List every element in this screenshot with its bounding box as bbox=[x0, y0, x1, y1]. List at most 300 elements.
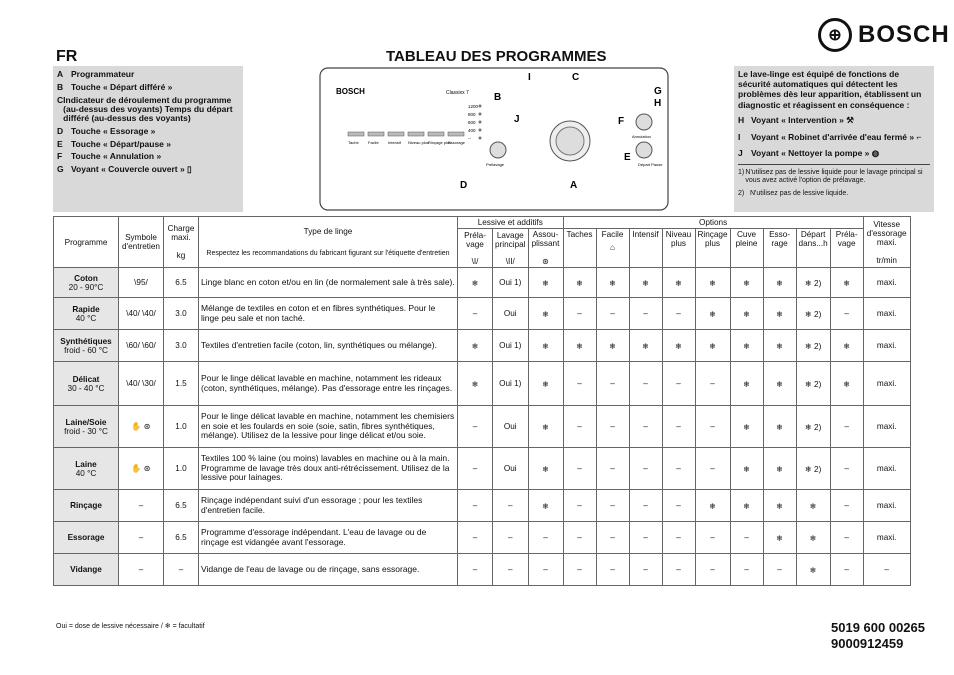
page-title: TABLEAU DES PROGRAMMES bbox=[386, 48, 607, 65]
col-lessive bbox=[528, 229, 563, 268]
care-symbol: \40/ \40/ bbox=[119, 298, 164, 330]
callout-j: J bbox=[514, 114, 520, 125]
brand-logo bbox=[818, 18, 950, 52]
callout-g: G bbox=[654, 86, 662, 97]
value-cell: – bbox=[730, 522, 763, 554]
value-cell: ❄ bbox=[830, 268, 863, 298]
speed-label: -- bbox=[468, 136, 471, 141]
value-cell: ❄ bbox=[730, 268, 763, 298]
option-button bbox=[348, 132, 364, 136]
value-cell: ❄ 2) bbox=[796, 448, 830, 490]
option-label: Intensif bbox=[388, 140, 401, 145]
control-item bbox=[57, 83, 243, 92]
value-cell: – bbox=[458, 448, 493, 490]
description-cell: Pour le linge délicat lavable en machine, notamment les rideaux (coton, synthétiques, mélange). Pas d'essorage entre les rinçages. bbox=[199, 362, 458, 406]
value-cell: – bbox=[629, 522, 662, 554]
value-cell: ❄ bbox=[563, 268, 596, 298]
value-cell: ❄ bbox=[563, 330, 596, 362]
detergent-icon: \II/ bbox=[505, 256, 515, 266]
col-type bbox=[199, 217, 458, 268]
option-label: Facile bbox=[368, 140, 379, 145]
safety-key: H bbox=[738, 114, 745, 125]
value-cell: – bbox=[563, 406, 596, 448]
value-cell: – bbox=[662, 406, 695, 448]
col-group-options: Options bbox=[563, 217, 863, 229]
code-2: 9000912459 bbox=[831, 636, 904, 651]
col-option bbox=[796, 229, 830, 268]
value-cell: ❄ bbox=[662, 268, 695, 298]
col-label: Lavage principal bbox=[495, 230, 526, 249]
value-cell: ❄ bbox=[458, 330, 493, 362]
description-cell: Mélange de textiles en coton et en fibres synthétiques. Pour le linge peu sale et non taché. bbox=[199, 298, 458, 330]
programme-cell bbox=[54, 268, 119, 298]
depart-pause-button bbox=[636, 142, 652, 158]
value-cell: Oui 1) bbox=[493, 268, 529, 298]
value-cell: – bbox=[596, 298, 629, 330]
value-cell: ❄ bbox=[730, 330, 763, 362]
value-cell: – bbox=[528, 522, 563, 554]
control-label: Touche « Départ différé » bbox=[71, 81, 173, 92]
value-cell: ❄ bbox=[763, 490, 796, 522]
type-label: Type de linge bbox=[303, 227, 353, 236]
value-cell: – bbox=[695, 406, 730, 448]
annulation-label: Annulation bbox=[632, 134, 651, 139]
care-symbol: ✋ ⊛ bbox=[119, 448, 164, 490]
value-cell: ❄ bbox=[662, 330, 695, 362]
charge-label: Charge maxi. bbox=[167, 224, 195, 242]
safety-key: I bbox=[738, 131, 741, 142]
col-option bbox=[730, 229, 763, 268]
control-item bbox=[57, 165, 243, 174]
value-cell: ❄ bbox=[458, 268, 493, 298]
speed-cell: maxi. bbox=[863, 330, 910, 362]
bosch-armature-icon: ⊕ bbox=[818, 18, 852, 52]
prelavage-button bbox=[490, 142, 506, 158]
description-cell: Rinçage indépendant suivi d'un essorage ; pour les textiles d'entretien facile. bbox=[199, 490, 458, 522]
care-symbol: – bbox=[119, 554, 164, 586]
value-cell: ❄ bbox=[730, 406, 763, 448]
value-cell: – bbox=[830, 448, 863, 490]
legend-note: Oui = dose de lessive nécessaire / ❄ = facultatif bbox=[56, 623, 205, 630]
callout-c: C bbox=[572, 72, 580, 83]
programme-name: Synthétiques bbox=[60, 336, 112, 346]
value-cell: – bbox=[629, 490, 662, 522]
value-cell: ❄ bbox=[528, 448, 563, 490]
option-label: Niveau plus bbox=[408, 140, 429, 145]
language-code: FR bbox=[56, 48, 78, 65]
value-cell: – bbox=[596, 406, 629, 448]
charge-cell: 6.5 bbox=[164, 268, 199, 298]
control-key: C bbox=[57, 94, 64, 105]
control-label: Touche « Essorage » bbox=[71, 125, 156, 136]
col-label: Taches bbox=[566, 230, 593, 239]
value-cell: – bbox=[662, 490, 695, 522]
programme-name: Essorage bbox=[67, 533, 105, 542]
col-option bbox=[563, 229, 596, 268]
value-cell: – bbox=[596, 522, 629, 554]
charge-cell: 6.5 bbox=[164, 522, 199, 554]
value-cell: – bbox=[563, 522, 596, 554]
speed-cell: maxi. bbox=[863, 448, 910, 490]
iron-icon: ⌂ bbox=[610, 243, 615, 252]
panel-brand: BOSCH bbox=[336, 87, 365, 96]
charge-cell: 1.5 bbox=[164, 362, 199, 406]
value-cell: ❄ bbox=[730, 298, 763, 330]
col-group-lessive: Lessive et additifs bbox=[458, 217, 564, 229]
control-label: Indicateur de déroulement du programme (au-dessus des voyants) Temps du départ différé (au-dessus des voyants) bbox=[63, 94, 233, 123]
col-label: Esso-rage bbox=[769, 230, 791, 248]
speed-cell: maxi. bbox=[863, 362, 910, 406]
speed-led bbox=[479, 129, 482, 132]
value-cell: ❄ bbox=[629, 330, 662, 362]
callout-a: A bbox=[570, 180, 578, 191]
col-vitesse bbox=[863, 217, 910, 268]
control-panel-diagram bbox=[318, 66, 670, 212]
speed-label: 600 bbox=[468, 120, 476, 125]
speed-led bbox=[479, 113, 482, 116]
value-cell: Oui bbox=[493, 406, 529, 448]
charge-cell: 3.0 bbox=[164, 298, 199, 330]
programme-temp: 20 - 90°C bbox=[68, 282, 104, 292]
control-item bbox=[57, 152, 243, 161]
value-cell: ❄ bbox=[730, 362, 763, 406]
value-cell: – bbox=[596, 448, 629, 490]
programme-name: Rapide bbox=[72, 304, 100, 314]
value-cell: ❄ bbox=[458, 362, 493, 406]
callout-d: D bbox=[460, 180, 468, 191]
control-key: B bbox=[57, 81, 64, 92]
safety-key: J bbox=[738, 147, 743, 158]
footnote-key: 2) bbox=[738, 189, 745, 197]
value-cell: Oui 1) bbox=[493, 330, 529, 362]
control-item bbox=[57, 140, 243, 149]
programme-cell bbox=[54, 362, 119, 406]
value-cell: ❄ 2) bbox=[796, 330, 830, 362]
safety-item bbox=[734, 147, 934, 164]
programme-temp: froid - 60 °C bbox=[64, 345, 108, 355]
programme-temp: 30 - 40 °C bbox=[67, 383, 105, 393]
value-cell: ❄ bbox=[695, 268, 730, 298]
callout-b: B bbox=[494, 92, 502, 103]
col-label: Départ dans...h bbox=[798, 230, 828, 248]
code-1: 5019 600 00265 bbox=[831, 620, 925, 635]
safety-intro: Le lave-linge est équipé de fonctions de sécurité automatiques qui détectent les problèmes dès leur apparition, établissent un diagnostic et réagissent en conséquence : bbox=[738, 69, 922, 110]
value-cell: – bbox=[629, 298, 662, 330]
control-label: Touche « Annulation » bbox=[71, 151, 162, 162]
control-key: E bbox=[57, 138, 63, 149]
document-codes bbox=[831, 620, 925, 652]
charge-cell: – bbox=[164, 554, 199, 586]
value-cell: ❄ bbox=[763, 362, 796, 406]
value-cell: – bbox=[493, 522, 529, 554]
care-symbol: \40/ \30/ bbox=[119, 362, 164, 406]
value-cell: ❄ bbox=[730, 490, 763, 522]
value-cell: – bbox=[662, 298, 695, 330]
safety-label: Voyant « Robinet d'arrivée d'eau fermé » ⌐ bbox=[751, 131, 922, 142]
value-cell: – bbox=[458, 406, 493, 448]
charge-unit: kg bbox=[176, 251, 186, 260]
callout-i: I bbox=[528, 72, 531, 83]
value-cell: ❄ bbox=[528, 406, 563, 448]
footnote-key: 1) bbox=[738, 168, 745, 176]
vitesse-label: Vitesse d'essorage maxi. bbox=[866, 219, 907, 247]
speed-cell: maxi. bbox=[863, 298, 910, 330]
col-option bbox=[763, 229, 796, 268]
value-cell: ❄ 2) bbox=[796, 298, 830, 330]
value-cell: – bbox=[629, 448, 662, 490]
table-row bbox=[54, 554, 911, 586]
divider bbox=[738, 164, 930, 165]
control-key: F bbox=[57, 151, 63, 162]
value-cell: – bbox=[563, 554, 596, 586]
table-row bbox=[54, 330, 911, 362]
value-cell: – bbox=[695, 448, 730, 490]
value-cell: – bbox=[458, 554, 493, 586]
col-label: Préla-vage bbox=[835, 230, 858, 248]
option-label: Rinçage plus bbox=[428, 140, 452, 145]
vitesse-unit: tr/min bbox=[876, 255, 897, 265]
programme-temp: 40 °C bbox=[75, 468, 97, 478]
value-cell: ❄ bbox=[763, 298, 796, 330]
value-cell: – bbox=[596, 362, 629, 406]
table-row bbox=[54, 362, 911, 406]
option-label: Tache bbox=[348, 140, 359, 145]
col-option bbox=[596, 229, 629, 268]
option-button bbox=[388, 132, 404, 136]
value-cell: ❄ bbox=[730, 448, 763, 490]
value-cell: ❄ bbox=[763, 268, 796, 298]
safety-label: Voyant « Intervention » ⚒ bbox=[751, 114, 854, 125]
value-cell: – bbox=[563, 362, 596, 406]
dial-knob bbox=[556, 127, 584, 155]
col-label: Rinçage plus bbox=[697, 230, 728, 248]
control-item bbox=[57, 70, 243, 79]
programme-temp: froid - 30 °C bbox=[64, 426, 108, 436]
value-cell: – bbox=[528, 554, 563, 586]
detergent-icon: ⊛ bbox=[542, 257, 549, 266]
care-symbol: – bbox=[119, 490, 164, 522]
value-cell: ❄ bbox=[763, 522, 796, 554]
control-item bbox=[57, 96, 243, 123]
description-cell: Textiles d'entretien facile (coton, lin, synthétiques ou mélange). bbox=[199, 330, 458, 362]
col-option bbox=[695, 229, 730, 268]
option-button bbox=[368, 132, 384, 136]
option-button bbox=[428, 132, 444, 136]
programme-cell bbox=[54, 330, 119, 362]
footnote bbox=[734, 188, 934, 200]
option-button bbox=[448, 132, 464, 136]
value-cell: – bbox=[596, 554, 629, 586]
col-label: Cuve pleine bbox=[735, 230, 758, 248]
description-cell: Textiles 100 % laine (ou moins) lavables en machine ou à la main. Programme de lavage très doux anti-rétrécissement. Utilisez de la lessive pour lainages. bbox=[199, 448, 458, 490]
programme-temp: 40 °C bbox=[75, 313, 97, 323]
description-cell: Programme d'essorage indépendant. L'eau de lavage ou de rinçage est vidangée avant l'essorage. bbox=[199, 522, 458, 554]
col-option bbox=[830, 229, 863, 268]
value-cell: – bbox=[695, 554, 730, 586]
value-cell: ❄ 2) bbox=[796, 406, 830, 448]
speed-cell: – bbox=[863, 554, 910, 586]
speed-label: 400 bbox=[468, 128, 476, 133]
table-row bbox=[54, 406, 911, 448]
care-symbol: – bbox=[119, 522, 164, 554]
speed-led bbox=[479, 105, 482, 108]
charge-cell: 3.0 bbox=[164, 330, 199, 362]
control-label: Voyant « Couvercle ouvert » ▯ bbox=[71, 164, 192, 175]
value-cell: – bbox=[830, 298, 863, 330]
value-cell: ❄ bbox=[528, 490, 563, 522]
value-cell: ❄ bbox=[796, 490, 830, 522]
col-label: Intensif bbox=[632, 230, 659, 239]
type-note: Respectez les recommandations du fabricant figurant sur l'étiquette d'entretien bbox=[206, 250, 450, 257]
value-cell: ❄ bbox=[830, 330, 863, 362]
value-cell: ❄ bbox=[629, 268, 662, 298]
value-cell: – bbox=[695, 362, 730, 406]
col-label: Assou-plissant bbox=[531, 230, 560, 248]
programme-name: Laine bbox=[75, 459, 97, 469]
control-key: D bbox=[57, 125, 64, 136]
safety-box bbox=[734, 66, 934, 212]
control-label: Touche « Départ/pause » bbox=[71, 138, 171, 149]
description-cell: Linge blanc en coton et/ou en lin (de normalement sale à très sale). bbox=[199, 268, 458, 298]
value-cell: – bbox=[493, 554, 529, 586]
callout-h: H bbox=[654, 98, 662, 109]
value-cell: ❄ bbox=[528, 268, 563, 298]
col-label: Préla-vage bbox=[464, 230, 486, 249]
value-cell: – bbox=[563, 490, 596, 522]
value-cell: – bbox=[629, 406, 662, 448]
value-cell: ❄ bbox=[695, 490, 730, 522]
safety-label: Voyant « Nettoyer la pompe » ◍ bbox=[751, 147, 880, 158]
callout-f: F bbox=[618, 116, 625, 127]
value-cell: ❄ bbox=[695, 330, 730, 362]
description-cell: Vidange de l'eau de lavage ou de rinçage, sans essorage. bbox=[199, 554, 458, 586]
option-button bbox=[408, 132, 424, 136]
programme-cell bbox=[54, 522, 119, 554]
col-programme: Programme bbox=[54, 217, 119, 268]
speed-cell: maxi. bbox=[863, 490, 910, 522]
value-cell: – bbox=[458, 490, 493, 522]
value-cell: ❄ bbox=[763, 330, 796, 362]
brand-name: BOSCH bbox=[858, 21, 950, 48]
table-row bbox=[54, 448, 911, 490]
programme-cell bbox=[54, 448, 119, 490]
value-cell: – bbox=[662, 522, 695, 554]
programme-name: Délicat bbox=[72, 374, 100, 384]
control-item bbox=[57, 127, 243, 136]
programme-name: Vidange bbox=[70, 565, 102, 574]
value-cell: – bbox=[695, 522, 730, 554]
option-label: Essorage bbox=[448, 140, 465, 145]
speed-cell: maxi. bbox=[863, 522, 910, 554]
value-cell: ❄ 2) bbox=[796, 268, 830, 298]
programme-cell bbox=[54, 406, 119, 448]
charge-cell: 6.5 bbox=[164, 490, 199, 522]
value-cell: ❄ bbox=[763, 406, 796, 448]
value-cell: – bbox=[629, 362, 662, 406]
value-cell: ❄ bbox=[830, 362, 863, 406]
footnote-text: N'utilisez pas de lessive liquide. bbox=[750, 189, 849, 197]
value-cell: – bbox=[563, 298, 596, 330]
speed-label: 800 bbox=[468, 112, 476, 117]
value-cell: ❄ bbox=[528, 298, 563, 330]
control-key: G bbox=[57, 164, 64, 175]
col-lessive bbox=[458, 229, 493, 268]
annulation-button bbox=[636, 114, 652, 130]
table-row bbox=[54, 298, 911, 330]
value-cell: – bbox=[830, 490, 863, 522]
detergent-icon: \I/ bbox=[471, 256, 479, 266]
programme-cell bbox=[54, 554, 119, 586]
control-label: Programmateur bbox=[71, 69, 135, 79]
safety-item bbox=[734, 114, 934, 131]
value-cell: ❄ bbox=[763, 448, 796, 490]
care-symbol: \95/ bbox=[119, 268, 164, 298]
charge-cell: 1.0 bbox=[164, 448, 199, 490]
value-cell: – bbox=[662, 448, 695, 490]
col-option bbox=[629, 229, 662, 268]
value-cell: ❄ bbox=[596, 330, 629, 362]
value-cell: – bbox=[493, 490, 529, 522]
value-cell: ❄ bbox=[528, 362, 563, 406]
programme-cell bbox=[54, 298, 119, 330]
value-cell: – bbox=[763, 554, 796, 586]
callout-e: E bbox=[624, 152, 631, 163]
speed-led bbox=[479, 121, 482, 124]
care-symbol: ✋ ⊛ bbox=[119, 406, 164, 448]
col-symbole: Symbole d'entretien bbox=[119, 217, 164, 268]
programme-cell bbox=[54, 490, 119, 522]
safety-item bbox=[734, 131, 934, 147]
care-symbol: \60/ \60/ bbox=[119, 330, 164, 362]
value-cell: – bbox=[830, 554, 863, 586]
table-row bbox=[54, 490, 911, 522]
controls-legend bbox=[53, 66, 243, 212]
value-cell: ❄ 2) bbox=[796, 362, 830, 406]
value-cell: – bbox=[830, 522, 863, 554]
value-cell: – bbox=[458, 298, 493, 330]
col-lessive bbox=[493, 229, 529, 268]
footnote-text: N'utilisez pas de lessive liquide pour le lavage principal si vous avez activé l'option de prélavage. bbox=[745, 168, 923, 185]
col-charge bbox=[164, 217, 199, 268]
value-cell: – bbox=[596, 490, 629, 522]
value-cell: – bbox=[662, 362, 695, 406]
charge-cell: 1.0 bbox=[164, 406, 199, 448]
value-cell: – bbox=[730, 554, 763, 586]
programme-name: Coton bbox=[74, 273, 98, 283]
value-cell: – bbox=[662, 554, 695, 586]
control-key: A bbox=[57, 69, 64, 79]
value-cell: ❄ bbox=[796, 554, 830, 586]
value-cell: ❄ bbox=[596, 268, 629, 298]
value-cell: Oui bbox=[493, 448, 529, 490]
col-option bbox=[662, 229, 695, 268]
col-label: Niveau plus bbox=[665, 230, 692, 248]
description-cell: Pour le linge délicat lavable en machine, notamment les chemisiers en soie et les foulards en soie (soie, satin, fibres synthétiques, mélange). Utilisez de la lessive pour linge délicat et/ou soie. bbox=[199, 406, 458, 448]
value-cell: – bbox=[458, 522, 493, 554]
value-cell: Oui bbox=[493, 298, 529, 330]
footnote bbox=[734, 167, 934, 188]
value-cell: Oui 1) bbox=[493, 362, 529, 406]
value-cell: ❄ bbox=[695, 298, 730, 330]
table-row bbox=[54, 522, 911, 554]
programme-name: Laine/Soie bbox=[65, 417, 107, 427]
speed-cell: maxi. bbox=[863, 406, 910, 448]
value-cell: – bbox=[563, 448, 596, 490]
value-cell: – bbox=[830, 406, 863, 448]
value-cell: ❄ bbox=[528, 330, 563, 362]
table-row bbox=[54, 268, 911, 298]
value-cell: – bbox=[629, 554, 662, 586]
